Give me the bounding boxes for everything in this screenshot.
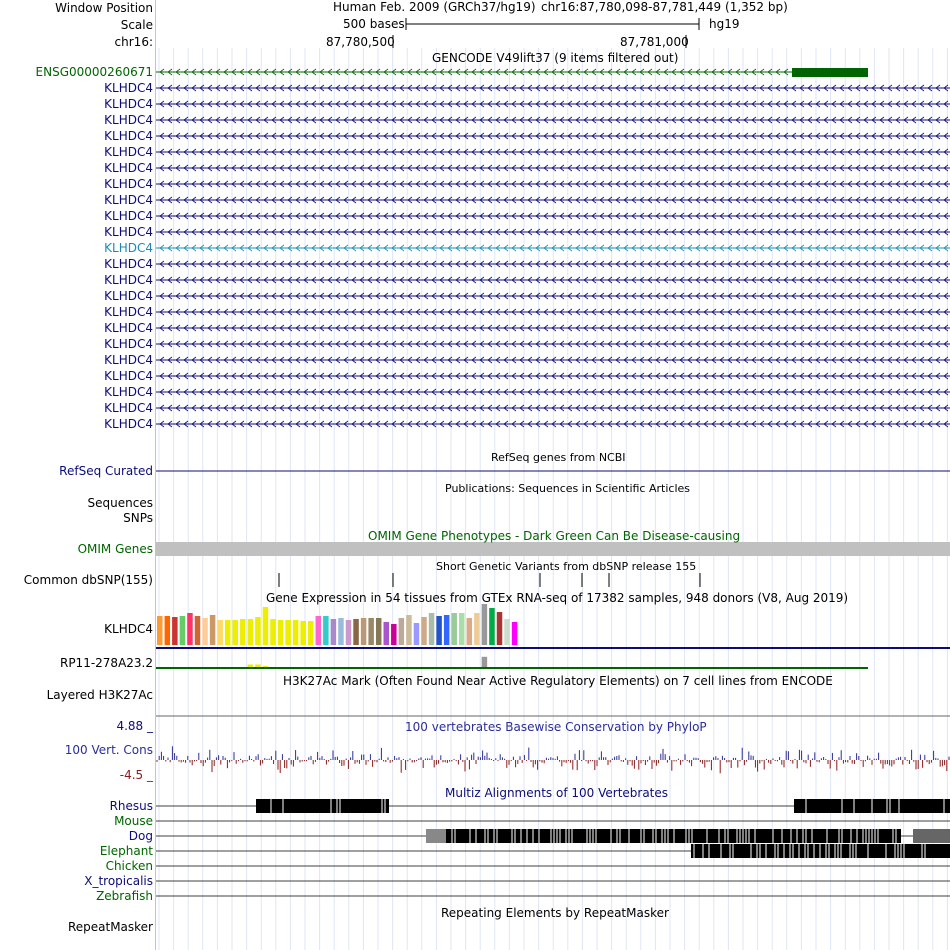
multiz-species-label[interactable]: X_tropicalis: [84, 874, 153, 888]
gencode-row-label[interactable]: KLHDC4: [104, 145, 153, 159]
gtex-bar: [225, 620, 231, 645]
gtex-bar: [255, 617, 261, 645]
gencode-row-label[interactable]: KLHDC4: [104, 305, 153, 319]
gencode-row-label[interactable]: KLHDC4: [104, 337, 153, 351]
gtex-bar: [459, 613, 465, 645]
h3k27ac-track-label[interactable]: Layered H3K27Ac: [46, 688, 153, 702]
gtex-gene-label[interactable]: KLHDC4: [104, 622, 153, 636]
gtex-bar: [451, 613, 457, 645]
gtex-bar: [293, 620, 299, 645]
phylop-track-label[interactable]: 100 Vert. Cons: [64, 743, 153, 757]
multiz-blocks: [256, 799, 950, 858]
gtex-bar: [444, 615, 450, 645]
gtex-bar: [210, 615, 216, 645]
multiz-species-label[interactable]: Rhesus: [109, 799, 153, 813]
pubs-sequences-label[interactable]: Sequences: [87, 496, 153, 510]
gtex-bar: [482, 604, 488, 645]
gtex-bar: [263, 607, 269, 645]
gtex-bar: [429, 613, 435, 645]
gtex-bar: [202, 618, 208, 645]
gencode-row-label[interactable]: KLHDC4: [104, 385, 153, 399]
gtex-bar: [316, 616, 322, 645]
gtex-bar: [346, 620, 352, 645]
refseq-track-label[interactable]: RefSeq Curated: [59, 464, 153, 478]
pubs-track-title: Publications: Sequences in Scientific Articles: [445, 482, 690, 495]
gtex-bar: [391, 624, 397, 645]
gtex-bar: [331, 619, 337, 645]
rmsk-track-title: Repeating Elements by RepeatMasker: [441, 906, 669, 920]
multiz-species-label[interactable]: Chicken: [105, 859, 153, 873]
gtex-bar: [482, 657, 488, 668]
gencode-row-label[interactable]: KLHDC4: [104, 81, 153, 95]
gencode-row-label[interactable]: KLHDC4: [104, 177, 153, 191]
multiz-species-label[interactable]: Elephant: [99, 844, 153, 858]
omim-track-label[interactable]: OMIM Genes: [77, 542, 153, 556]
dbsnp-track-title: Short Genetic Variants from dbSNP release 155: [436, 560, 697, 573]
gtex-bar: [436, 616, 442, 645]
omim-track-title: OMIM Gene Phenotypes - Dark Green Can Be Disease-causing: [368, 529, 741, 543]
gtex-bar: [504, 619, 510, 645]
multiz-species-label[interactable]: Dog: [128, 829, 153, 843]
gtex-bar: [399, 618, 405, 645]
gtex-bar: [361, 618, 367, 645]
gencode-row-label[interactable]: KLHDC4: [104, 401, 153, 415]
assembly-name: Human Feb. 2009 (GRCh37/hg19): [333, 0, 536, 14]
gtex-bar: [278, 620, 284, 645]
gtex-bar: [240, 619, 246, 645]
gtex-bar: [489, 608, 495, 645]
gtex-bar: [157, 616, 163, 645]
scale-db-label: hg19: [709, 17, 740, 31]
position-readout: chr16:87,780,098-87,781,449 (1,352 bp): [541, 0, 788, 14]
gtex-bar: [323, 616, 329, 645]
window-position-label: Window Position: [55, 1, 153, 15]
gtex-bar: [421, 617, 427, 645]
refseq-track-title: RefSeq genes from NCBI: [491, 451, 626, 464]
gencode-row-label[interactable]: KLHDC4: [104, 209, 153, 223]
gencode-row-label[interactable]: KLHDC4: [104, 241, 153, 255]
gtex-bar: [467, 618, 473, 645]
rmsk-track-label[interactable]: RepeatMasker: [67, 920, 153, 934]
gtex-bar: [497, 612, 503, 645]
gencode-track-title: GENCODE V49lift37 (9 items filtered out): [432, 51, 679, 65]
gencode-row-label[interactable]: KLHDC4: [104, 417, 153, 431]
gtex-bar: [300, 621, 306, 645]
gencode-row-label[interactable]: KLHDC4: [104, 257, 153, 271]
gencode-row-label[interactable]: KLHDC4: [104, 353, 153, 367]
gencode-row-label[interactable]: KLHDC4: [104, 273, 153, 287]
gtex-bar: [270, 619, 276, 645]
gtex-bar: [248, 619, 254, 645]
omim-bar: [156, 542, 950, 556]
gencode-row-label[interactable]: KLHDC4: [104, 321, 153, 335]
phylop-max-label: 4.88 _: [116, 719, 153, 733]
gencode-row-label[interactable]: KLHDC4: [104, 289, 153, 303]
phylop-min-label: -4.5 _: [119, 768, 153, 782]
gtex-bar: [233, 620, 239, 645]
gencode-transcript: [156, 68, 868, 77]
ruler-tick-label: 87,781,000: [620, 35, 689, 49]
gencode-row-label[interactable]: ENSG00000260671: [35, 65, 153, 79]
gtex-bar: [165, 616, 171, 645]
gtex-bar: [338, 618, 344, 645]
gtex-bar: [217, 620, 223, 645]
gtex-bar: [376, 618, 382, 645]
gtex-gene-label[interactable]: RP11-278A23.2: [59, 656, 153, 670]
pubs-snps-label[interactable]: SNPs: [123, 511, 153, 525]
gtex-bar: [285, 620, 291, 645]
h3k27ac-track-title: H3K27Ac Mark (Often Found Near Active Regulatory Elements) on 7 cell lines from ENCODE: [283, 674, 833, 688]
gtex-bar: [512, 622, 517, 645]
gencode-row-label[interactable]: KLHDC4: [104, 129, 153, 143]
gencode-row-label[interactable]: KLHDC4: [104, 161, 153, 175]
gencode-row-label[interactable]: KLHDC4: [104, 193, 153, 207]
multiz-species-label[interactable]: Zebrafish: [96, 889, 153, 903]
gtex-bar: [180, 616, 186, 645]
gencode-row-label[interactable]: KLHDC4: [104, 113, 153, 127]
gtex-bar: [187, 613, 193, 645]
multiz-track-title: Multiz Alignments of 100 Vertebrates: [445, 786, 669, 800]
chromosome-label: chr16:: [114, 35, 153, 49]
gtex-bar: [414, 623, 420, 645]
gtex-bar: [308, 621, 314, 645]
gtex-bar: [474, 613, 480, 645]
track-area[interactable]: [156, 0, 950, 950]
phylop-track-title: 100 vertebrates Basewise Conservation by PhyloP: [405, 720, 707, 734]
gtex-track-title: Gene Expression in 54 tissues from GTEx RNA-seq of 17382 samples, 948 donors (V8, Aug 2019): [266, 591, 849, 605]
scale-bar-label: 500 bases: [343, 17, 405, 31]
gtex-bar: [353, 619, 359, 645]
gtex-bar: [368, 618, 374, 645]
scale-label: Scale: [120, 18, 153, 32]
gencode-row-label[interactable]: KLHDC4: [104, 225, 153, 239]
dbsnp-track-label[interactable]: Common dbSNP(155): [23, 573, 153, 587]
gtex-bar: [406, 615, 412, 645]
gtex-bar: [195, 616, 201, 645]
multiz-species-label[interactable]: Mouse: [114, 814, 153, 828]
gencode-row-label[interactable]: KLHDC4: [104, 97, 153, 111]
ruler-tick-label: 87,780,500: [326, 35, 395, 49]
gtex-bar: [172, 617, 178, 645]
gtex-bar: [384, 622, 390, 645]
gencode-row-label[interactable]: KLHDC4: [104, 369, 153, 383]
